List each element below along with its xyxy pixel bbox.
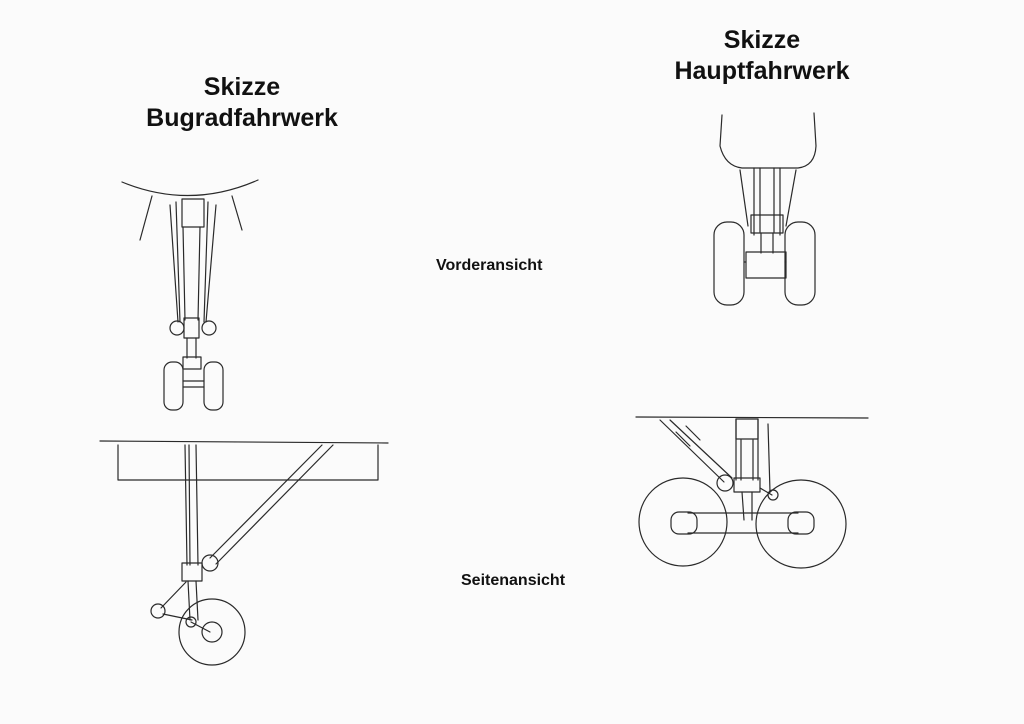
nose-side-strut xyxy=(185,445,198,565)
nose-torque-link-right xyxy=(202,321,216,335)
nose-strut-top-block xyxy=(182,199,204,227)
main-side-actuator xyxy=(660,420,732,482)
nose-gear-title-line1: Skizze xyxy=(203,73,281,101)
main-wheel-left xyxy=(714,222,744,305)
main-gear-side-view xyxy=(636,417,868,568)
nose-wheel-left xyxy=(164,362,183,410)
main-side-actuator-joint xyxy=(717,475,733,491)
nose-side-arm-pivot xyxy=(151,604,165,618)
main-gear-title-line1: Skizze xyxy=(723,26,801,54)
main-side-front-axle-hub xyxy=(671,512,697,534)
nose-torque-link-left xyxy=(170,321,184,335)
main-side-drag-link xyxy=(760,424,772,495)
nose-gear-title-line2: Bugradfahrwerk xyxy=(146,104,338,132)
main-strut-braces xyxy=(740,170,796,226)
nose-gear-side-view xyxy=(100,441,388,665)
nose-strut-body xyxy=(176,202,208,322)
nose-gear-door-right xyxy=(232,196,242,230)
main-side-strut-top xyxy=(736,419,758,439)
main-side-drag-link-joint xyxy=(768,490,778,500)
main-strut-body xyxy=(754,168,780,235)
front-view-label: Vorderansicht xyxy=(436,257,543,274)
main-gear-title-line2: Hauptfahrwerk xyxy=(674,57,850,85)
main-side-fuselage-line xyxy=(636,417,868,418)
nose-fuselage-outline xyxy=(122,180,258,196)
main-axle-block xyxy=(746,252,786,278)
nose-side-fuselage-line xyxy=(100,441,388,443)
nose-side-strut-collar xyxy=(182,563,202,581)
main-side-bogie-beam xyxy=(688,513,798,533)
main-side-bogie-pivot xyxy=(742,492,752,520)
main-side-strut xyxy=(736,419,758,480)
nose-lower-strut xyxy=(187,338,196,358)
nose-side-gear-bay xyxy=(118,445,378,480)
nose-gear-front-view xyxy=(122,180,258,410)
main-strut-collar xyxy=(751,215,783,233)
nose-side-lower-strut xyxy=(188,581,198,620)
side-view-label: Seitenansicht xyxy=(461,572,566,589)
main-lower-strut xyxy=(761,233,773,253)
nose-axle xyxy=(183,381,204,387)
nose-wheel-hub-block xyxy=(183,357,201,369)
nose-strut-collar xyxy=(184,318,199,338)
main-fuselage-outline xyxy=(720,113,816,168)
nose-side-torque-arm xyxy=(161,582,192,620)
main-side-rear-axle-hub xyxy=(788,512,814,534)
main-gear-front-view xyxy=(714,113,816,305)
main-side-strut-collar xyxy=(734,478,760,492)
main-side-wheel-front xyxy=(639,478,727,566)
nose-side-wheel-hub xyxy=(202,622,222,642)
nose-side-wheel xyxy=(179,599,245,665)
nose-gear-door-left xyxy=(140,196,152,240)
nose-wheel-right xyxy=(204,362,223,410)
main-wheel-right xyxy=(785,222,815,305)
nose-side-drag-brace xyxy=(210,445,333,564)
main-side-wheel-rear xyxy=(756,480,846,568)
